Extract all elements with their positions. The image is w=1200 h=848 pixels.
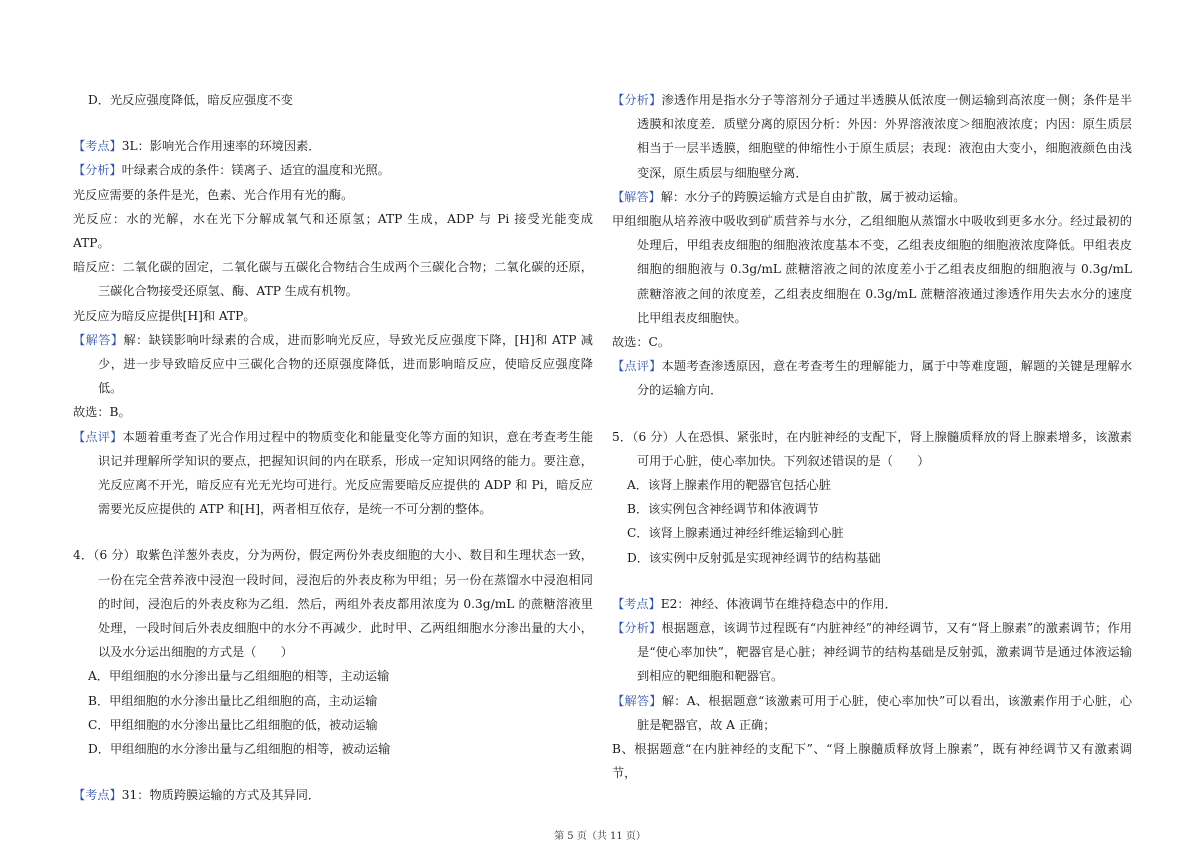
dianping-tag: 【点评】 xyxy=(73,429,123,444)
q3-option-d: D．光反应强度降低，暗反应强度不变 xyxy=(88,93,293,107)
fenxi-tag: 【分析】 xyxy=(612,93,662,107)
fenxi-text: 根据题意，该调节过程既有“内脏神经”的神经调节，又有“肾上腺素”的激素调节；作用是“使心率加快”，靶器官是心脏；神经调节的结构基础是反射弧，激素调节是通过体液运输到相应的靶细胞和靶器官。 xyxy=(637,621,1132,684)
q4-option-d: D．甲组细胞的水分渗出量与乙组细胞的相等，被动运输 xyxy=(88,742,391,757)
jieda-tag: 【解答】 xyxy=(612,189,661,204)
question-4-stem: 4．（6 分）取紫色洋葱外表皮，分为两份，假定两份外表皮细胞的大小、数目和生理状态一致，一份在完全营养液中浸泡一段时间，浸泡后的外表皮称为甲组；另一份在蒸馏水中浸泡相同的时间，浸泡后的外表皮称为乙组．然后，两组外表皮都用浓度为 0.3g/mL 的蔗糖溶液里处理，一段时间后外表皮细胞中的水分不再减少．此时甲、乙两组细胞水分渗出量的大小，以及水分运出细胞的方式是（ ） xyxy=(73,548,593,660)
kaodian-tag: 【考点】 xyxy=(73,139,122,154)
jieda-tag: 【解答】 xyxy=(73,332,124,347)
analysis-line: 光反应需要的条件是光，色素、光合作用有光的酶。 xyxy=(73,187,354,202)
jieda-section xyxy=(612,689,1132,737)
jieda-text: 解：缺镁影响叶绿素的合成，进而影响光反应，导致光反应强度下降，[H]和 ATP 减少，进一步导致暗反应中三碳化合物的还原强度降低，进而影响暗反应，使暗反应强度降低。 xyxy=(98,332,593,396)
jieda-text: 解：水分子的跨膜运输方式是自由扩散，属于被动运输。 xyxy=(660,189,966,204)
kaodian-section xyxy=(73,783,593,807)
left-column xyxy=(73,88,593,807)
fenxi-tag: 【分析】 xyxy=(73,163,122,178)
q5-option-c: C．该肾上腺素通过神经纤维运输到心脏 xyxy=(627,526,844,541)
solution-line: B、根据题意“在内脏神经的支配下”、“肾上腺髓质释放肾上腺素”，既有神经调节又有激素调节， xyxy=(612,742,1132,781)
question-5-stem: 5．（6 分）人在恐惧、紧张时，在内脏神经的支配下，肾上腺髓质释放的肾上腺素增多，该激素可用于心脏，使心率加快。下列叙述错误的是（ ） xyxy=(612,429,1132,468)
kaodian-tag: 【考点】 xyxy=(73,788,122,803)
kaodian-text: 3L：影响光合作用速率的环境因素． xyxy=(121,139,321,154)
dianping-tag: 【点评】 xyxy=(612,359,662,374)
fenxi-text: 渗透作用是指水分子等溶剂分子通过半透膜从低浓度一侧运输到高浓度一侧；条件是半透膜和浓度差．质壁分离的原因分析：外因：外界溶液浓度＞细胞液浓度；内因：原生质层相当于一层半透膜，细胞壁的伸缩性小于原生质层；表现：液泡由大变小，细胞液颜色由浅变深，原生质层与细胞壁分离． xyxy=(637,93,1133,180)
fenxi-section xyxy=(73,158,593,182)
q5-option-d: D．该实例中反射弧是实现神经调节的结构基础 xyxy=(627,550,881,565)
q4-option-c: C．甲组细胞的水分渗出量比乙组细胞的低，被动运输 xyxy=(88,717,378,732)
dianping-text: 本题考查渗透原因，意在考查考生的理解能力，属于中等难度题，解题的关键是理解水分的运输方向． xyxy=(637,359,1133,398)
dianping-section xyxy=(612,354,1132,402)
jieda-tag: 【解答】 xyxy=(612,693,662,708)
q4-option-b: B．甲组细胞的水分渗出量比乙组细胞的高，主动运输 xyxy=(88,693,378,708)
page-footer: 第 5 页（共 11 页） xyxy=(554,831,646,842)
analysis-line: 光反应：水的光解，水在光下分解成氧气和还原氢；ATP 生成，ADP 与 Pi 接受光能变成 ATP。 xyxy=(73,211,593,251)
q5-option-a: A．该肾上腺素作用的靶器官包括心脏 xyxy=(627,478,831,493)
kaodian-text: 31：物质跨膜运输的方式及其异同． xyxy=(121,788,321,803)
analysis-line: 暗反应：二氧化碳的固定，二氧化碳与五碳化合物结合生成两个三碳化合物；二氧化碳的还原，三碳化合物接受还原氢、酶、ATP 生成有机物。 xyxy=(73,260,593,299)
answer-line: 故选：C。 xyxy=(612,335,671,350)
q5-option-b: B．该实例包含神经调节和体液调节 xyxy=(627,502,819,517)
jieda-text: 解：A、根据题意“该激素可用于心脏，使心率加快”可以看出，该激素作用于心脏，心脏是靶器官，故 A 正确； xyxy=(637,693,1133,732)
fenxi-tag: 【分析】 xyxy=(612,621,662,636)
jieda-section xyxy=(612,185,1132,209)
jieda-section xyxy=(73,328,593,401)
q4-option-a: A．甲组细胞的水分渗出量与乙组细胞的相等，主动运输 xyxy=(88,669,390,684)
analysis-line: 光反应为暗反应提供[H]和 ATP。 xyxy=(73,308,256,323)
solution-paragraph: 甲组细胞从培养液中吸收到矿质营养与水分，乙组细胞从蒸馏水中吸收到更多水分。经过最初的处理后，甲组表皮细胞的细胞液浓度基本不变，乙组表皮细胞的细胞液浓度降低。甲组表皮细胞的细胞液与 0.3g/mL 蔗糖溶液之间的浓度差小于乙组表皮细胞的细胞液与 0.3g/mL 蔗糖溶液之间的浓度差，乙组表皮细胞在 0.3g/mL 蔗糖溶液通过渗透作用失去水分的速度比甲组表皮细胞快。 xyxy=(612,214,1132,325)
fenxi-text: 叶绿素合成的条件：镁离子、适宜的温度和光照。 xyxy=(121,163,390,178)
kaodian-section xyxy=(612,592,1132,616)
right-column xyxy=(612,88,1132,785)
fenxi-section xyxy=(612,616,1132,689)
kaodian-text: E2：神经、体液调节在维持稳态中的作用． xyxy=(660,596,897,611)
dianping-section xyxy=(73,425,593,522)
kaodian-tag: 【考点】 xyxy=(612,596,661,611)
dianping-text: 本题着重考查了光合作用过程中的物质变化和能量变化等方面的知识，意在考查考生能识记并理解所学知识的要点，把握知识间的内在联系，形成一定知识网络的能力。要注意，光反应离不开光，暗反应有光无光均可进行。光反应需要暗反应提供的 ADP 和 Pi，暗反应需要光反应提供的 ATP 和[H]，两者相互依存，是统一不可分割的整体。 xyxy=(98,429,594,517)
fenxi-section xyxy=(612,88,1132,185)
answer-line: 故选：B。 xyxy=(73,405,131,420)
kaodian-section xyxy=(73,134,593,158)
